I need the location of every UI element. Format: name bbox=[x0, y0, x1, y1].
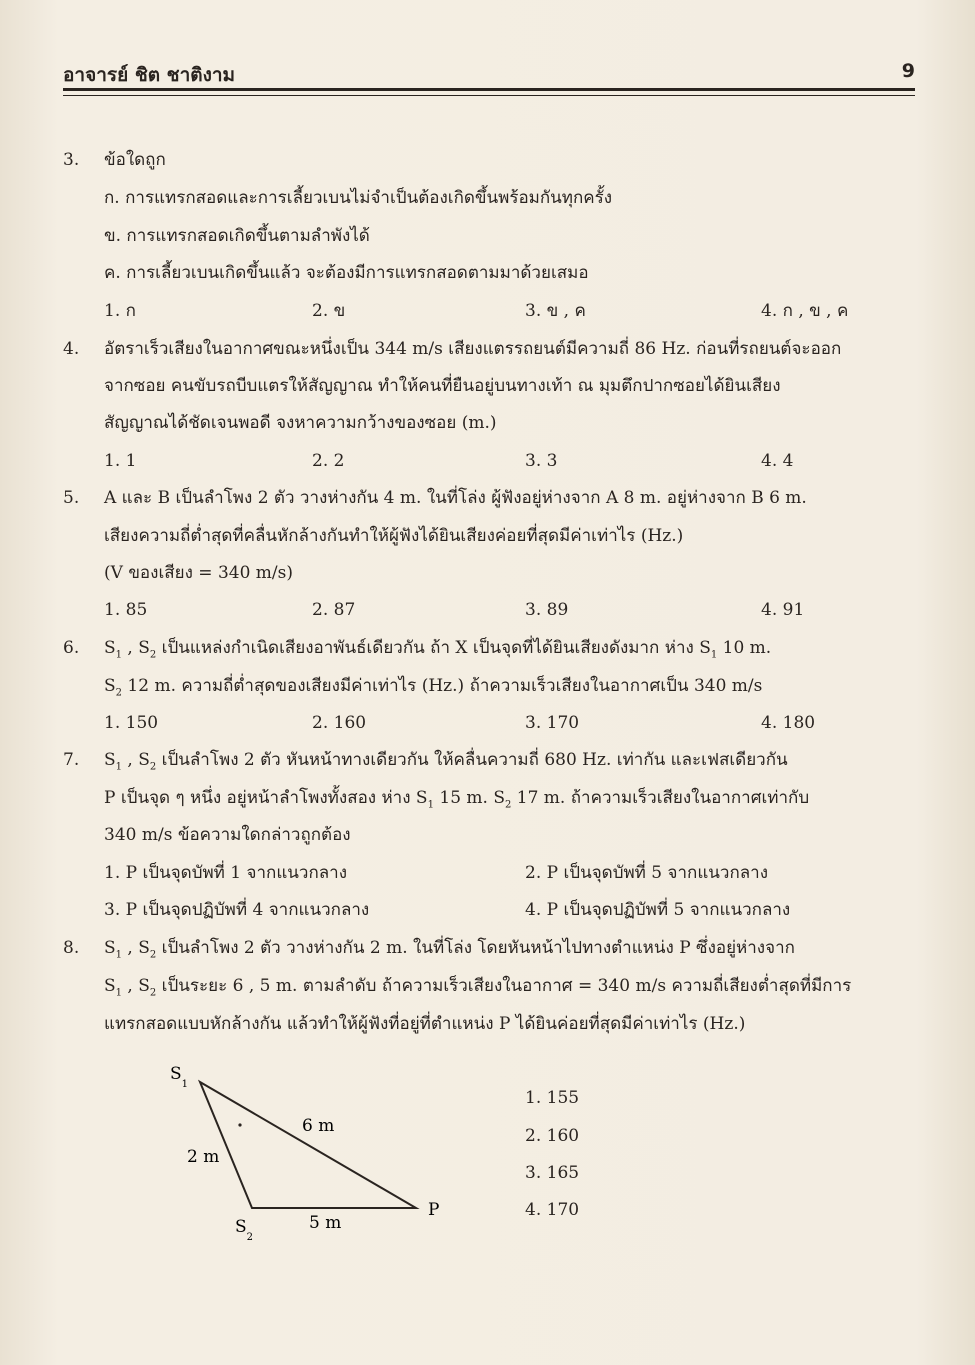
q5-choice-3: 3. 89 bbox=[525, 600, 569, 620]
q6-number: 6. bbox=[63, 638, 80, 658]
stray-dot bbox=[238, 1123, 241, 1126]
page-number: 9 bbox=[901, 60, 915, 82]
q5-choice-2: 2. 87 bbox=[312, 600, 356, 620]
header-rule-thin bbox=[63, 95, 915, 96]
q5-number: 5. bbox=[63, 488, 80, 508]
q4-line: สัญญาณได้ชัดเจนพอดี จงหาความกว้างของซอย (m.) bbox=[104, 413, 497, 433]
header-rule-thick bbox=[63, 88, 915, 91]
label-side-s1s2: 2 m bbox=[187, 1147, 220, 1167]
triangle-diagram bbox=[160, 1058, 460, 1248]
label-p: P bbox=[428, 1200, 440, 1220]
label-s2: $S_2$ bbox=[235, 1217, 254, 1243]
q3-stem: ข้อใดถูก bbox=[104, 150, 166, 170]
q3-choice-2: 2. ข bbox=[312, 301, 346, 321]
triangle-shape bbox=[200, 1082, 416, 1208]
q7-line-3: 340 m/s ข้อความใดกล่าวถูกต้อง bbox=[104, 825, 351, 845]
q3-item: ข. การแทรกสอดเกิดขึ้นตามลำพังได้ bbox=[104, 226, 370, 246]
q3-choice-1: 1. ก bbox=[104, 301, 136, 321]
q4-choice-3: 3. 3 bbox=[525, 451, 558, 471]
q4-number: 4. bbox=[63, 339, 80, 359]
q5-line: (V ของเสียง = 340 m/s) bbox=[104, 563, 294, 583]
q7-choice-4: 4. P เป็นจุดปฏิบัพที่ 5 จากแนวกลาง bbox=[525, 900, 791, 920]
q4-choice-1: 1. 1 bbox=[104, 451, 137, 471]
q4-choice-4: 4. 4 bbox=[761, 451, 794, 471]
q8-line-3: แทรกสอดแบบหักล้างกัน แล้วทำให้ผู้ฟังที่อยู่ที่ตำแหน่ง P ได้ยินค่อยที่สุดมีค่าเท่าไร (Hz.) bbox=[104, 1014, 746, 1034]
q7-number: 7. bbox=[63, 750, 80, 770]
q5-choice-1: 1. 85 bbox=[104, 600, 148, 620]
q4-choice-2: 2. 2 bbox=[312, 451, 345, 471]
q8-choice-4: 4. 170 bbox=[525, 1200, 580, 1220]
q4-line: อัตราเร็วเสียงในอากาศขณะหนึ่งเป็น 344 m/s เสียงแตรรถยนต์มีความถี่ 86 Hz. ก่อนที่รถยนต์จะออก bbox=[104, 339, 842, 359]
q3-number: 3. bbox=[63, 150, 80, 170]
q8-choice-1: 1. 155 bbox=[525, 1088, 580, 1108]
q3-item: ก. การแทรกสอดและการเลี้ยวเบนไม่จำเป็นต้องเกิดขึ้นพร้อมกันทุกครั้ง bbox=[104, 188, 613, 208]
q5-line: A และ B เป็นลำโพง 2 ตัว วางห่างกัน 4 m. ในที่โล่ง ผู้ฟังอยู่ห่างจาก A 8 m. อยู่ห่างจาก B 6 m. bbox=[104, 488, 807, 508]
q3-choice-3: 3. ข , ค bbox=[525, 301, 586, 321]
q6-choice-3: 3. 170 bbox=[525, 713, 580, 733]
q7-line-1: $S_1$ , $S_2$ เป็นลำโพง 2 ตัว หันหน้าทางเดียวกัน ให้คลื่นความถี่ 680 Hz. เท่ากัน และเฟสเดียวกัน bbox=[104, 750, 788, 773]
q3-choice-4: 4. ก , ข , ค bbox=[761, 301, 849, 321]
label-side-s1p: 6 m bbox=[302, 1116, 335, 1136]
q3-item: ค. การเลี้ยวเบนเกิดขึ้นแล้ว จะต้องมีการแทรกสอดตามมาด้วยเสมอ bbox=[104, 263, 589, 283]
q7-choice-1: 1. P เป็นจุดบัพที่ 1 จากแนวกลาง bbox=[104, 863, 347, 883]
label-s1: $S_1$ bbox=[170, 1064, 189, 1090]
q7-line-2: P เป็นจุด ๆ หนึ่ง อยู่หน้าลำโพงทั้งสอง ห่าง $S_1$ 15 m. $S_2$ 17 m. ถ้าความเร็วเสียงในอากาศเท่ากับ bbox=[104, 788, 810, 811]
q8-number: 8. bbox=[63, 938, 80, 958]
q7-choice-2: 2. P เป็นจุดบัพที่ 5 จากแนวกลาง bbox=[525, 863, 768, 883]
header-title: อาจารย์ ชิต ชาติงาม bbox=[63, 64, 236, 86]
q8-choice-3: 3. 165 bbox=[525, 1163, 580, 1183]
q8-line-1: $S_1$ , $S_2$ เป็นลำโพง 2 ตัว วางห่างกัน 2 m. ในที่โล่ง โดยหันหน้าไปทางตำแหน่ง P ซึ่งอยู่ห่างจาก bbox=[104, 938, 795, 961]
q6-line-1: $S_1$ , $S_2$ เป็นแหล่งกำเนิดเสียงอาพันธ์เดียวกัน ถ้า X เป็นจุดที่ได้ยินเสียงดังมาก ห่าง $S_1$ 10 m. bbox=[104, 638, 772, 661]
q7-choice-3: 3. P เป็นจุดปฏิบัพที่ 4 จากแนวกลาง bbox=[104, 900, 370, 920]
q5-line: เสียงความถี่ต่ำสุดที่คลื่นหักล้างกันทำให้ผู้ฟังได้ยินเสียงค่อยที่สุดมีค่าเท่าไร (Hz.) bbox=[104, 526, 684, 546]
q8-choice-2: 2. 160 bbox=[525, 1126, 580, 1146]
label-side-s2p: 5 m bbox=[309, 1213, 342, 1233]
q6-line-2: $S_2$ 12 m. ความถี่ต่ำสุดของเสียงมีค่าเท่าไร (Hz.) ถ้าความเร็วเสียงในอากาศเป็น 340 m/s bbox=[104, 676, 763, 699]
q4-line: จากซอย คนขับรถบีบแตรให้สัญญาณ ทำให้คนที่ยืนอยู่บนทางเท้า ณ มุมตึกปากซอยได้ยินเสียง bbox=[104, 376, 781, 396]
running-header bbox=[63, 60, 915, 90]
q6-choice-2: 2. 160 bbox=[312, 713, 367, 733]
q6-choice-4: 4. 180 bbox=[761, 713, 816, 733]
q6-choice-1: 1. 150 bbox=[104, 713, 159, 733]
q8-line-2: $S_1$ , $S_2$ เป็นระยะ 6 , 5 m. ตามลำดับ ถ้าความเร็วเสียงในอากาศ = 340 m/s ความถี่เสียงต่ำสุดที่มีการ bbox=[104, 976, 852, 999]
q5-choice-4: 4. 91 bbox=[761, 600, 805, 620]
